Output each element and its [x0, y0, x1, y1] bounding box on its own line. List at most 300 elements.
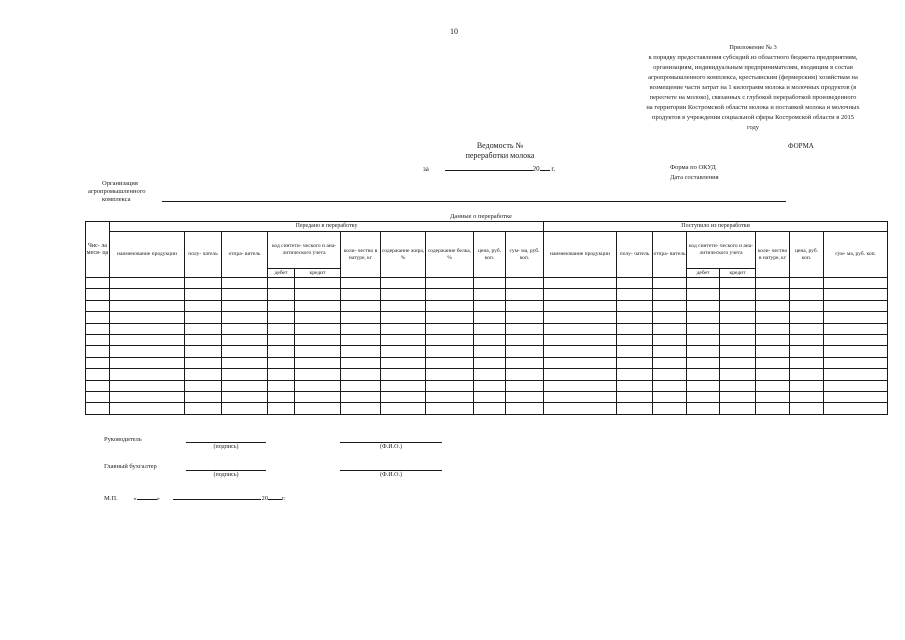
table-cell[interactable]: [222, 278, 268, 289]
table-cell[interactable]: [687, 323, 720, 334]
table-cell[interactable]: [824, 323, 888, 334]
period-year-prefix: 20: [532, 165, 540, 173]
date-day-field[interactable]: [137, 491, 157, 500]
table-cell[interactable]: [790, 391, 824, 402]
table-cell[interactable]: [653, 278, 687, 289]
table-cell[interactable]: [341, 403, 381, 414]
table-cell[interactable]: [790, 403, 824, 414]
table-cell[interactable]: [268, 300, 295, 311]
table-cell[interactable]: [474, 346, 506, 357]
table-cell[interactable]: [544, 312, 617, 323]
table-cell[interactable]: [617, 346, 653, 357]
table-cell[interactable]: [653, 300, 687, 311]
table-cell[interactable]: [653, 334, 687, 345]
chief-accountant-label: Главный бухгалтер: [104, 463, 157, 470]
table-cell[interactable]: [341, 346, 381, 357]
organization-field[interactable]: [162, 201, 786, 202]
table-cell[interactable]: [474, 403, 506, 414]
table-cell[interactable]: [86, 300, 110, 311]
left-price-header: цена, руб. коп.: [474, 232, 506, 278]
table-cell[interactable]: [790, 346, 824, 357]
table-cell[interactable]: [720, 334, 756, 345]
table-cell[interactable]: [426, 346, 474, 357]
table-cell[interactable]: [617, 300, 653, 311]
table-cell[interactable]: [268, 323, 295, 334]
table-cell[interactable]: [720, 323, 756, 334]
table-row: [86, 323, 888, 334]
table-cell[interactable]: [790, 357, 824, 368]
table-cell[interactable]: [86, 403, 110, 414]
table-cell[interactable]: [381, 369, 426, 380]
period-field[interactable]: [445, 162, 533, 171]
table-cell[interactable]: [222, 323, 268, 334]
left-debit-header: дебет: [268, 269, 295, 278]
table-row: [86, 334, 888, 345]
table-cell[interactable]: [687, 391, 720, 402]
table-cell[interactable]: [474, 278, 506, 289]
table-cell[interactable]: [506, 346, 544, 357]
table-cell[interactable]: [426, 289, 474, 300]
period-line: [423, 162, 555, 173]
table-cell[interactable]: [720, 312, 756, 323]
table-cell[interactable]: [617, 380, 653, 391]
date-month-field[interactable]: [173, 491, 261, 500]
table-cell[interactable]: [720, 278, 756, 289]
table-row: [86, 357, 888, 368]
table-cell[interactable]: [222, 391, 268, 402]
table-row: [86, 380, 888, 391]
table-cell[interactable]: [687, 380, 720, 391]
table-cell[interactable]: [653, 380, 687, 391]
table-cell[interactable]: [110, 391, 185, 402]
table-cell[interactable]: [110, 380, 185, 391]
table-cell[interactable]: [720, 357, 756, 368]
table-cell[interactable]: [653, 346, 687, 357]
table-cell[interactable]: [381, 334, 426, 345]
table-cell[interactable]: [720, 300, 756, 311]
title-line-1: Ведомость №: [476, 141, 524, 150]
table-cell[interactable]: [720, 403, 756, 414]
table-cell[interactable]: [381, 403, 426, 414]
table-row: [86, 300, 888, 311]
table-cell[interactable]: [720, 289, 756, 300]
table-cell[interactable]: [185, 334, 222, 345]
table-cell[interactable]: [295, 289, 341, 300]
table-cell[interactable]: [381, 312, 426, 323]
right-quantity-header: коли- чество в натуре, кг: [756, 232, 790, 278]
table-cell[interactable]: [544, 380, 617, 391]
table-cell[interactable]: [110, 300, 185, 311]
table-cell[interactable]: [790, 334, 824, 345]
left-product-header: наименование продукции: [110, 232, 185, 278]
table-cell[interactable]: [110, 278, 185, 289]
table-cell[interactable]: [653, 312, 687, 323]
date-close-quote: »: [156, 495, 160, 502]
table-cell[interactable]: [381, 289, 426, 300]
table-cell[interactable]: [110, 334, 185, 345]
table-cell[interactable]: [506, 289, 544, 300]
period-prefix: за: [423, 165, 429, 173]
table-cell[interactable]: [185, 278, 222, 289]
table-cell[interactable]: [544, 278, 617, 289]
table-cell[interactable]: [474, 380, 506, 391]
table-cell[interactable]: [824, 391, 888, 402]
table-cell[interactable]: [824, 300, 888, 311]
table-cell[interactable]: [268, 334, 295, 345]
table-cell[interactable]: [687, 334, 720, 345]
table-cell[interactable]: [341, 334, 381, 345]
table-cell[interactable]: [295, 391, 341, 402]
table-cell[interactable]: [110, 312, 185, 323]
table-cell[interactable]: [687, 346, 720, 357]
appendix-line: пересчете на молоко), связанных с глубокой переработкой произведенного: [649, 94, 857, 101]
table-cell[interactable]: [756, 278, 790, 289]
table-cell[interactable]: [687, 403, 720, 414]
table-cell[interactable]: [506, 312, 544, 323]
table-cell[interactable]: [756, 380, 790, 391]
table-cell[interactable]: [544, 300, 617, 311]
table-cell[interactable]: [86, 312, 110, 323]
table-cell[interactable]: [506, 369, 544, 380]
table-cell[interactable]: [295, 300, 341, 311]
table-cell[interactable]: [426, 380, 474, 391]
table-cell[interactable]: [506, 334, 544, 345]
table-cell[interactable]: [110, 346, 185, 357]
table-cell[interactable]: [86, 369, 110, 380]
table-cell[interactable]: [86, 289, 110, 300]
table-cell[interactable]: [756, 403, 790, 414]
table-cell[interactable]: [426, 300, 474, 311]
table-cell[interactable]: [185, 403, 222, 414]
org-line: комплекса: [102, 196, 131, 203]
table-cell[interactable]: [86, 380, 110, 391]
table-cell[interactable]: [341, 357, 381, 368]
table-cell[interactable]: [790, 312, 824, 323]
table-cell[interactable]: [295, 312, 341, 323]
left-credit-header: кредит: [295, 269, 341, 278]
table-cell[interactable]: [222, 346, 268, 357]
table-cell[interactable]: [506, 278, 544, 289]
table-cell[interactable]: [268, 346, 295, 357]
table-cell[interactable]: [790, 289, 824, 300]
table-cell[interactable]: [790, 369, 824, 380]
table-cell[interactable]: [86, 323, 110, 334]
table-cell[interactable]: [110, 289, 185, 300]
director-signature-field[interactable]: [186, 442, 266, 443]
right-credit-header: кредит: [720, 269, 756, 278]
table-cell[interactable]: [720, 380, 756, 391]
accountant-signature-field[interactable]: [186, 470, 266, 471]
table-cell[interactable]: [222, 334, 268, 345]
table-cell[interactable]: [295, 323, 341, 334]
table-cell[interactable]: [687, 369, 720, 380]
table-cell[interactable]: [544, 403, 617, 414]
right-sender-header: отпра- витель: [653, 232, 687, 278]
table-cell[interactable]: [222, 312, 268, 323]
table-cell[interactable]: [824, 312, 888, 323]
table-cell[interactable]: [426, 323, 474, 334]
table-cell[interactable]: [687, 289, 720, 300]
table-cell[interactable]: [381, 300, 426, 311]
table-row: [86, 346, 888, 357]
table-cell[interactable]: [222, 380, 268, 391]
table-cell[interactable]: [506, 403, 544, 414]
table-cell[interactable]: [341, 323, 381, 334]
period-year-suffix: г.: [551, 165, 556, 173]
director-label: Руководитель: [104, 436, 142, 443]
table-cell[interactable]: [381, 391, 426, 402]
table-cell[interactable]: [426, 312, 474, 323]
table-cell[interactable]: [474, 323, 506, 334]
table-cell[interactable]: [86, 278, 110, 289]
table-cell[interactable]: [268, 391, 295, 402]
right-debit-header: дебет: [687, 269, 720, 278]
table-cell[interactable]: [295, 369, 341, 380]
table-cell[interactable]: [268, 289, 295, 300]
table-cell[interactable]: [756, 346, 790, 357]
appendix-line: агропромышленного комплекса, крестьянским (фермерским) хозяйствам на: [648, 74, 858, 81]
table-cell[interactable]: [110, 369, 185, 380]
table-cell[interactable]: [544, 369, 617, 380]
table-cell[interactable]: [185, 357, 222, 368]
table-caption: Данные о переработке: [450, 213, 512, 220]
table-cell[interactable]: [824, 278, 888, 289]
table-cell[interactable]: [426, 334, 474, 345]
table-cell[interactable]: [824, 369, 888, 380]
table-cell[interactable]: [653, 369, 687, 380]
organization-label: [88, 180, 145, 204]
table-cell[interactable]: [185, 391, 222, 402]
left-fat-header: содержание жира, %: [381, 232, 426, 278]
right-sum-header: сум- ма, руб. коп.: [824, 232, 888, 278]
table-cell[interactable]: [756, 300, 790, 311]
table-cell[interactable]: [268, 403, 295, 414]
table-cell[interactable]: [720, 346, 756, 357]
stamp-date-line: [104, 491, 286, 502]
table-cell[interactable]: [824, 289, 888, 300]
table-cell[interactable]: [268, 369, 295, 380]
table-cell[interactable]: [268, 357, 295, 368]
okud-date-label: Дата составления: [670, 174, 719, 181]
table-cell[interactable]: [222, 357, 268, 368]
table-cell[interactable]: [222, 300, 268, 311]
table-cell[interactable]: [341, 289, 381, 300]
table-cell[interactable]: [222, 403, 268, 414]
table-cell[interactable]: [544, 357, 617, 368]
right-price-header: цена, руб. коп.: [790, 232, 824, 278]
table-cell[interactable]: [790, 278, 824, 289]
date-open-quote: «: [133, 495, 137, 502]
table-cell[interactable]: [426, 403, 474, 414]
table-cell[interactable]: [295, 278, 341, 289]
table-cell[interactable]: [295, 357, 341, 368]
table-cell[interactable]: [185, 323, 222, 334]
right-account-code-header: код синтети- ческого и ана- литического учета: [687, 232, 756, 269]
table-cell[interactable]: [617, 289, 653, 300]
table-row: [86, 403, 888, 414]
table-cell[interactable]: [756, 312, 790, 323]
table-cell[interactable]: [185, 300, 222, 311]
table-cell[interactable]: [341, 391, 381, 402]
table-cell[interactable]: [824, 357, 888, 368]
table-cell[interactable]: [474, 391, 506, 402]
appendix-note: [612, 43, 894, 133]
table-cell[interactable]: [341, 278, 381, 289]
table-cell[interactable]: [185, 380, 222, 391]
table-cell[interactable]: [756, 357, 790, 368]
table-cell[interactable]: [790, 300, 824, 311]
director-signature-caption: (подпись): [213, 444, 239, 450]
right-recipient-header: полу- чатель: [617, 232, 653, 278]
table-cell[interactable]: [790, 380, 824, 391]
section-right-header: Поступило из переработки: [544, 222, 888, 232]
table-cell[interactable]: [544, 334, 617, 345]
table-cell[interactable]: [653, 289, 687, 300]
table-cell[interactable]: [617, 323, 653, 334]
table-cell[interactable]: [110, 403, 185, 414]
table-cell[interactable]: [268, 312, 295, 323]
table-cell[interactable]: [617, 357, 653, 368]
table-cell[interactable]: [544, 346, 617, 357]
table-cell[interactable]: [381, 357, 426, 368]
table-cell[interactable]: [474, 312, 506, 323]
table-cell[interactable]: [687, 278, 720, 289]
accountant-name-caption: (Ф.И.О.): [380, 472, 402, 478]
table-cell[interactable]: [295, 403, 341, 414]
table-cell[interactable]: [295, 346, 341, 357]
table-cell[interactable]: [617, 278, 653, 289]
table-cell[interactable]: [341, 380, 381, 391]
table-cell[interactable]: [687, 357, 720, 368]
table-cell[interactable]: [185, 346, 222, 357]
table-cell[interactable]: [426, 278, 474, 289]
table-cell[interactable]: [474, 300, 506, 311]
table-cell[interactable]: [617, 391, 653, 402]
table-cell[interactable]: [381, 278, 426, 289]
table-cell[interactable]: [617, 403, 653, 414]
table-row: [86, 369, 888, 380]
org-line: Организация: [102, 180, 138, 187]
left-sum-header: сум- ма, руб. коп.: [506, 232, 544, 278]
col-day-header: Чис- ла меся- ца: [86, 222, 110, 278]
accountant-name-field[interactable]: [340, 470, 442, 471]
left-quantity-header: коли- чество в натуре, кг: [341, 232, 381, 278]
table-cell[interactable]: [653, 391, 687, 402]
table-cell[interactable]: [653, 357, 687, 368]
director-name-caption: (Ф.И.О.): [380, 444, 402, 450]
left-recipient-header: полу- чатель: [185, 232, 222, 278]
table-cell[interactable]: [426, 369, 474, 380]
table-cell[interactable]: [110, 323, 185, 334]
table-cell[interactable]: [720, 369, 756, 380]
right-product-header: наименование продукции: [544, 232, 617, 278]
date-year-suffix: г.: [281, 495, 286, 502]
date-year-field[interactable]: [268, 491, 282, 500]
period-year-field[interactable]: [540, 162, 550, 171]
table-cell[interactable]: [222, 289, 268, 300]
table-cell[interactable]: [110, 357, 185, 368]
table-cell[interactable]: [295, 380, 341, 391]
table-cell[interactable]: [426, 357, 474, 368]
page-number: 10: [450, 27, 458, 36]
table-cell[interactable]: [341, 312, 381, 323]
table-cell[interactable]: [474, 334, 506, 345]
table-cell[interactable]: [474, 369, 506, 380]
table-cell[interactable]: [756, 369, 790, 380]
table-cell[interactable]: [381, 346, 426, 357]
table-row: [86, 289, 888, 300]
left-sender-header: отпра- витель: [222, 232, 268, 278]
stamp-label: М.П.: [104, 495, 118, 502]
table-cell[interactable]: [617, 334, 653, 345]
appendix-line: Приложение № 3: [729, 44, 777, 51]
table-row: [86, 278, 888, 289]
table-cell[interactable]: [86, 391, 110, 402]
document-title: [430, 141, 570, 161]
table-cell[interactable]: [474, 289, 506, 300]
table-cell[interactable]: [756, 391, 790, 402]
table-cell[interactable]: [544, 323, 617, 334]
appendix-line: продуктов в учреждения социальной сферы Костромской области в 2015: [652, 114, 854, 121]
table-cell[interactable]: [506, 323, 544, 334]
table-cell[interactable]: [341, 300, 381, 311]
table-cell[interactable]: [687, 300, 720, 311]
table-cell[interactable]: [86, 334, 110, 345]
table-cell[interactable]: [185, 289, 222, 300]
table-cell[interactable]: [617, 312, 653, 323]
table-cell[interactable]: [381, 323, 426, 334]
table-cell[interactable]: [222, 369, 268, 380]
table-cell[interactable]: [506, 380, 544, 391]
table-cell[interactable]: [474, 357, 506, 368]
table-cell[interactable]: [653, 403, 687, 414]
okud-block: [670, 163, 719, 183]
director-name-field[interactable]: [340, 442, 442, 443]
table-cell[interactable]: [824, 346, 888, 357]
table-cell[interactable]: [756, 334, 790, 345]
table-cell[interactable]: [295, 334, 341, 345]
left-protein-header: содержание белка, %: [426, 232, 474, 278]
table-cell[interactable]: [341, 369, 381, 380]
table-cell[interactable]: [268, 278, 295, 289]
table-cell[interactable]: [617, 369, 653, 380]
table-cell[interactable]: [653, 323, 687, 334]
appendix-line: организациям, индивидуальным предпринимателям, входящим в состав: [653, 64, 853, 71]
table-cell[interactable]: [687, 312, 720, 323]
table-cell[interactable]: [268, 380, 295, 391]
form-label: ФОРМА: [788, 142, 814, 150]
table-cell[interactable]: [506, 357, 544, 368]
table-cell[interactable]: [544, 391, 617, 402]
table-cell[interactable]: [506, 300, 544, 311]
table-cell[interactable]: [86, 357, 110, 368]
table-cell[interactable]: [86, 346, 110, 357]
okud-form-label: Форма по ОКУД: [670, 164, 716, 171]
table-cell[interactable]: [824, 403, 888, 414]
table-cell[interactable]: [824, 380, 888, 391]
table-cell[interactable]: [426, 391, 474, 402]
table-cell[interactable]: [756, 289, 790, 300]
table-cell[interactable]: [790, 323, 824, 334]
table-cell[interactable]: [506, 391, 544, 402]
table-cell[interactable]: [824, 334, 888, 345]
table-cell[interactable]: [381, 380, 426, 391]
table-cell[interactable]: [185, 312, 222, 323]
table-cell[interactable]: [544, 289, 617, 300]
table-cell[interactable]: [756, 323, 790, 334]
table-cell[interactable]: [720, 391, 756, 402]
table-cell[interactable]: [185, 369, 222, 380]
